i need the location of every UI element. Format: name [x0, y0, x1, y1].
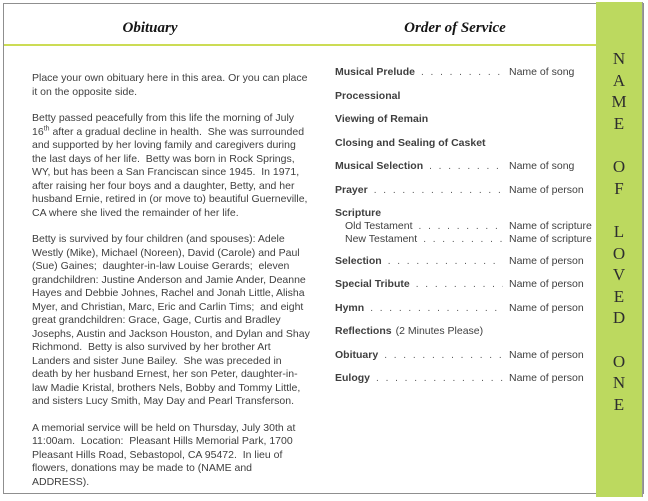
- paragraph-text: Place your own obituary here in this area. Or you can place it on the opposite side.: [32, 72, 311, 98]
- dot-leader: [416, 278, 503, 290]
- order-item: [335, 278, 593, 292]
- sidebar-letter: L: [613, 222, 625, 241]
- order-item-label: Prayer: [335, 183, 368, 196]
- order-item: [335, 302, 593, 316]
- obituary-paragraph: [32, 422, 310, 490]
- sidebar-letter: D: [612, 308, 626, 327]
- sidebar-letter: E: [613, 394, 625, 414]
- sidebar-letter: O: [612, 243, 626, 263]
- order-item: [335, 66, 593, 80]
- order-subitem: [345, 233, 593, 246]
- sidebar-letter: O: [612, 351, 626, 371]
- paragraph-text: A memorial service will be held on Thursday, July 30th at 11:00am. Location: Pleasant Hills Memorial Park, 1700 Pleasant Hills Road, Sebastopol, CA 95472. In lieu of flowers, donations may be made to (NAME and ADDRESS).: [32, 421, 299, 488]
- order-item-label: Viewing of Remain: [335, 113, 429, 125]
- dot-leader: [388, 255, 503, 267]
- order-subitem-label: New Testament: [345, 232, 418, 245]
- sidebar-letter: E: [613, 113, 625, 133]
- ordinal-superscript: th: [43, 125, 50, 132]
- obituary-text: [32, 72, 313, 501]
- sidebar-letter: N: [612, 49, 626, 68]
- dot-leader: [429, 160, 503, 172]
- dot-leader: [423, 233, 503, 245]
- paragraph-text: Betty is survived by four children (and spouses): Adele Westly (Mike), Michael (Noreen), David (Carole) and Paul (Sue) Gaines; daughter-in-law Louise Gerards; eleven grandchildren: Justine Anderson and Jamie Ander, Deanne Hayes and Debbie Johnes, Rachel and Jonah Little, Alisha Myer, and Christian, Marc, Eric and Carlin Tims; and eight great grandchildren: Grace, Gage, Curtis and Bradley Josephs, Austin and Jackson Houston, and Dylan and Shay Richmond. Betty is also survived by her brother Art Landers and sister June Bailey. She was preceded in death by her husband Ernest, her son Peter, daughter-in-law Madie Kristal, brothers Nels, Bobby and Tommy Little, and sisters Lucy Smith, May Day and Pearl Transferson.: [32, 233, 313, 407]
- order-item-value: Name of person: [509, 183, 584, 196]
- order-item-value: Name of person: [509, 278, 584, 290]
- order-item-label: Musical Prelude: [335, 66, 415, 78]
- sidebar-word: [596, 221, 642, 329]
- order-item-label: Obituary: [335, 348, 379, 361]
- order-item: [335, 372, 593, 386]
- order-item: [335, 325, 593, 339]
- order-item: [335, 137, 593, 151]
- order-item-value: Name of song: [509, 160, 575, 172]
- order-item-label: Hymn: [335, 301, 365, 314]
- dot-leader: [421, 66, 503, 78]
- order-item: [335, 255, 593, 269]
- sidebar-letter: M: [611, 92, 627, 111]
- obituary-heading: Obituary: [122, 20, 178, 36]
- order-item: [335, 207, 593, 220]
- order-item-label: Eulogy: [335, 372, 371, 384]
- order-item-value: Name of person: [509, 254, 584, 267]
- order-item: [335, 349, 593, 363]
- order-item-label: Processional: [335, 89, 401, 102]
- order-item-value: Name of person: [509, 348, 584, 361]
- sidebar-letter: E: [613, 286, 625, 306]
- order-item: [335, 184, 593, 198]
- header-divider: [4, 44, 596, 46]
- order-item-value: Name of person: [509, 372, 584, 384]
- dot-leader: [419, 220, 503, 232]
- order-item-note: (2 Minutes Please): [395, 325, 484, 337]
- order-item-value: Name of person: [509, 301, 584, 314]
- order-subitem-value: Name of scripture: [509, 232, 592, 245]
- order-item: [335, 160, 593, 174]
- order-of-service-heading: Order of Service: [404, 20, 506, 36]
- order-item-label: Closing and Sealing of Casket: [335, 136, 486, 149]
- order-of-service-list: [335, 66, 593, 396]
- order-item-value: Name of song: [509, 66, 575, 78]
- sidebar-letter: A: [612, 70, 626, 90]
- order-item-label: Selection: [335, 254, 382, 267]
- sidebar-letter: N: [612, 373, 626, 392]
- order-item-label: Scripture: [335, 207, 382, 219]
- sidebar-letter: O: [612, 157, 626, 176]
- order-item-label: Special Tribute: [335, 278, 410, 290]
- order-subitem-value: Name of scripture: [509, 220, 592, 232]
- order-item: [335, 113, 593, 127]
- dot-leader: [384, 349, 503, 361]
- sidebar-word: [596, 351, 642, 416]
- order-item: [335, 90, 593, 104]
- dot-leader: [374, 184, 503, 196]
- sidebar-letter: V: [612, 265, 626, 284]
- paragraph-text: Betty passed peacefully from this life the morning of July 16: [32, 112, 297, 138]
- dot-leader: [370, 302, 503, 314]
- paragraph-text: after a gradual decline in health. She was surrounded and supported by her loving family and caregivers during the last days of her life. Betty was born in Rock Springs, WY, but has been a San Franciscan since 1945. In 1971, after raising her four boys and a daughter, Betty, and her husband Ernie, retired in (or move to) beautiful Guerneville, CA where she lived the remainder of her life.: [32, 125, 311, 219]
- order-subitem: [345, 220, 593, 233]
- name-of-loved-one-sidebar: [596, 2, 643, 497]
- obituary-paragraph: [32, 233, 313, 409]
- sidebar-word: [596, 48, 642, 134]
- order-item-label: Reflections: [335, 325, 392, 337]
- obituary-paragraph: [32, 112, 310, 220]
- order-subitem-label: Old Testament: [345, 220, 413, 232]
- dot-leader: [376, 372, 503, 384]
- obituary-paragraph: [32, 72, 310, 99]
- sidebar-letter: F: [614, 178, 624, 198]
- order-item-label: Musical Selection: [335, 160, 424, 172]
- sidebar-word: [596, 156, 642, 199]
